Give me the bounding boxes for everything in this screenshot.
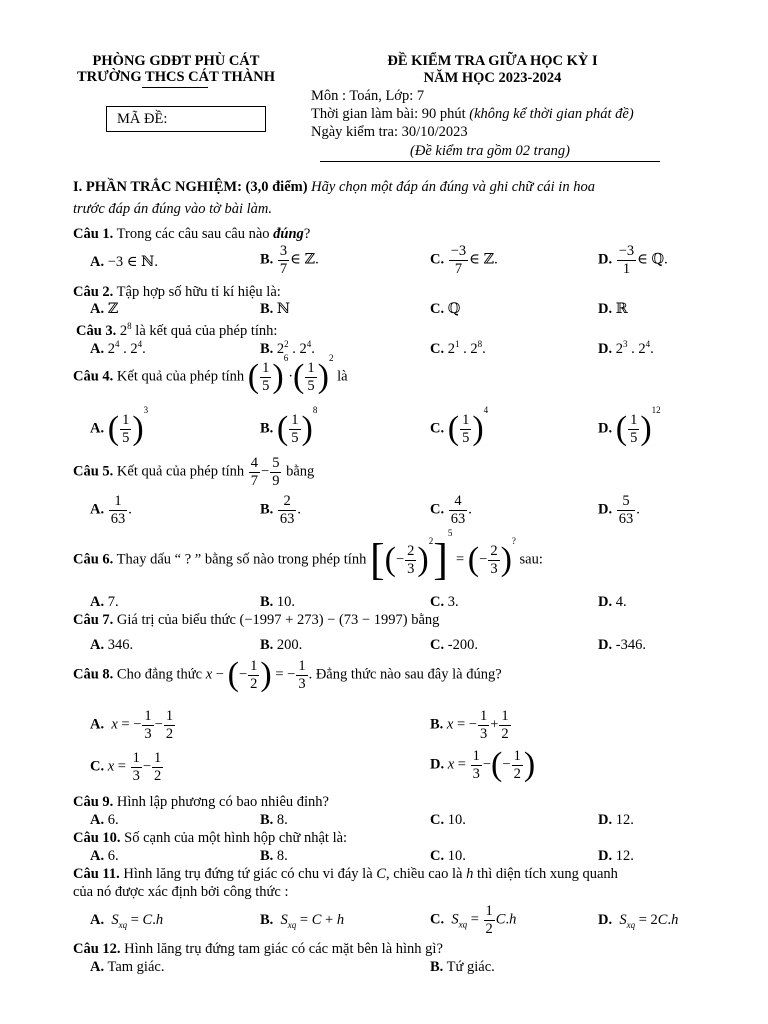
- q10-option-a: A. 6.: [90, 848, 119, 864]
- question-9: Câu 9. Hình lập phương có bao nhiêu đỉnh?: [73, 794, 329, 810]
- exam-code-box: [106, 106, 266, 132]
- date-line: Ngày kiểm tra: 30/10/2023: [311, 124, 468, 140]
- q11-option-d: D. $S_{xq} = 2C.h$: [598, 912, 679, 930]
- q7-option-c: C. -200.: [430, 637, 478, 653]
- q1-option-a: A. −3 ∈ ℕ.: [90, 254, 159, 270]
- q12-option-b: B. Tứ giác.: [430, 959, 495, 975]
- q10-option-c: C. 10.: [430, 848, 466, 864]
- question-11-line-2: của nó được xác định bởi công thức :: [73, 884, 289, 900]
- question-2: Câu 2. Tập hợp số hữu tỉ kí hiệu là:: [73, 284, 281, 300]
- q4-option-b: B. ( $\frac{1}{5}$ )$^8$: [260, 404, 318, 448]
- q7-option-b: B. 200.: [260, 637, 303, 653]
- q9-option-a: A. 6.: [90, 812, 119, 828]
- q2-option-a: A. ℤ: [90, 301, 119, 317]
- question-11: Câu 11. Hình lăng trụ đứng tứ giác có chu vi đáy là C, chiều cao là h thì diện tích xung quanh: [73, 866, 618, 882]
- q1-option-d: D. $\frac{-3}{1}$ ∈ ℚ.: [598, 243, 668, 277]
- q8-option-b: B. x = − $\frac{1}{3}$ + $\frac{1}{2}$: [430, 708, 509, 742]
- q9-option-d: D. 12.: [598, 812, 634, 828]
- q11-option-c: C. $S_{xq}$ = $\frac{1}{2}$ C.h: [430, 903, 517, 937]
- q6-option-b: B. 10.: [260, 594, 296, 610]
- q7-option-a: A. 346.: [90, 637, 134, 653]
- question-3: Câu 3. $2^8$ là kết quả của phép tính:: [76, 321, 278, 339]
- question-12: Câu 12. Hình lăng trụ đứng tam giác có các mặt bên là hình gì?: [73, 941, 443, 957]
- q7-option-d: D. -346.: [598, 637, 646, 653]
- q2-option-b: B. ℕ: [260, 301, 291, 317]
- q5-option-d: D. $\frac{5}{63}$ .: [598, 493, 640, 527]
- exam-title: ĐỀ KIỂM TRA GIỮA HỌC KỲ I: [387, 53, 598, 69]
- q3-option-b: B. $2^2$ . $2^4$.: [260, 339, 315, 357]
- q12-option-a: A. Tam giác.: [90, 959, 165, 975]
- q8-option-a: A. x = − $\frac{1}{3}$ − $\frac{1}{2}$: [90, 708, 174, 742]
- question-6: Câu 6. Thay dấu “ ? ” bằng số nào trong phép tính [(− $\frac{2}{3}$ )$^2$]$^5$ = (− $\frac{2}{3}$ )? sau:: [73, 527, 543, 584]
- q3-option-d: D. $2^3$ . $2^4$.: [598, 339, 654, 357]
- q8-option-d: D. x = $\frac{1}{3}$ −(− $\frac{1}{2}$ ): [430, 746, 536, 784]
- q6-option-c: C. 3.: [430, 594, 459, 610]
- school-underline: [142, 87, 208, 88]
- question-4: Câu 4. Kết quả của phép tính ( $\frac{1}{5}$ )$^6$·( $\frac{1}{5}$ )$^2$ là: [73, 352, 348, 396]
- q10-option-b: B. 8.: [260, 848, 288, 864]
- question-5: Câu 5. Kết quả của phép tính $\frac{4}{7}$ − $\frac{5}{9}$ bằng: [73, 455, 315, 489]
- section-heading: I. PHẦN TRẮC NGHIỆM: (3,0 điểm) Hãy chọn một đáp án đúng và ghi chữ cái in hoa: [73, 179, 595, 195]
- q9-option-b: B. 8.: [260, 812, 288, 828]
- question-10: Câu 10. Số cạnh của một hình hộp chữ nhật là:: [73, 830, 348, 846]
- q3-option-c: C. $2^1$ . $2^8$.: [430, 339, 486, 357]
- q4-option-c: C. ( $\frac{1}{5}$ )$^4$: [430, 404, 489, 448]
- q5-option-a: A. $\frac{1}{63}$ .: [90, 493, 132, 527]
- question-8: Câu 8. Cho đẳng thức x − (− $\frac{1}{2}$ ) = − $\frac{1}{3}$ . Đẳng thức nào sau đây là đúng?: [73, 656, 502, 694]
- q6-option-d: D. 4.: [598, 594, 627, 610]
- section-instruction: trước đáp án đúng vào tờ bài làm.: [73, 201, 272, 217]
- q4-option-a: A. ( $\frac{1}{5}$ )$^3$: [90, 404, 149, 448]
- q1-option-c: C. $\frac{-3}{7}$ ∈ ℤ.: [430, 243, 498, 277]
- q8-option-c: C. x = $\frac{1}{3}$ − $\frac{1}{2}$: [90, 750, 162, 784]
- time-line: Thời gian làm bài: 90 phút (không kể thời gian phát đề): [311, 106, 634, 122]
- q2-option-c: C. ℚ: [430, 301, 461, 317]
- q4-option-d: D. ( $\frac{1}{5}$ )$^{12}$: [598, 404, 661, 448]
- department-name: PHÒNG GDĐT PHÙ CÁT: [92, 53, 260, 69]
- q5-option-b: B. $\frac{2}{63}$ .: [260, 493, 302, 527]
- question-1: Câu 1. Trong các câu sau câu nào đúng?: [73, 226, 311, 242]
- exam-code-label: MÃ ĐỀ:: [117, 111, 168, 127]
- question-7: Câu 7. Giá trị của biểu thức (−1997 + 273) − (73 − 1997) bằng: [73, 612, 440, 628]
- q11-option-a: A. $S_{xq} = C.h$: [90, 912, 164, 930]
- q1-option-b: B. $\frac{3}{7}$ ∈ ℤ.: [260, 243, 319, 277]
- q3-option-a: A. $2^4$ . $2^4$.: [90, 339, 146, 357]
- page-count-note: (Đề kiểm tra gồm 02 trang): [320, 142, 660, 162]
- q5-option-c: C. $\frac{4}{63}$ .: [430, 493, 472, 527]
- school-year: NĂM HỌC 2023-2024: [423, 70, 562, 86]
- q10-option-d: D. 12.: [598, 848, 634, 864]
- q11-option-b: B. $S_{xq} = C + h$: [260, 912, 345, 930]
- q9-option-c: C. 10.: [430, 812, 466, 828]
- school-name: TRƯỜNG THCS CÁT THÀNH: [76, 69, 276, 85]
- q6-option-a: A. 7.: [90, 594, 119, 610]
- subject-line: Môn : Toán, Lớp: 7: [311, 88, 425, 104]
- q2-option-d: D. ℝ: [598, 301, 628, 317]
